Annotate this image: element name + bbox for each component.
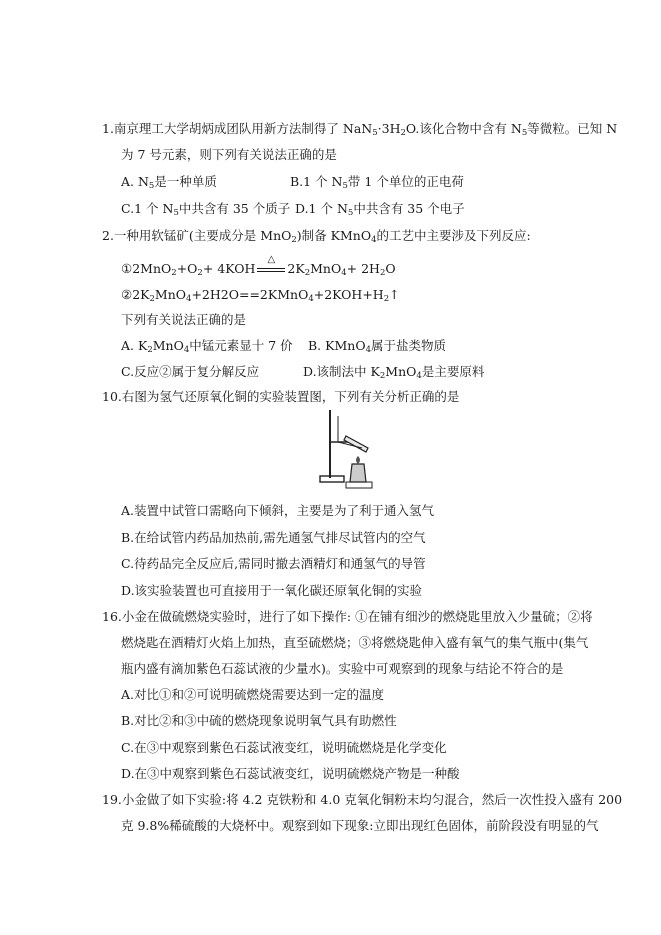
- q10-option-a: A.装置中试管口需略向下倾斜，主要是为了利于通入氢气: [121, 503, 435, 518]
- q2-option-d: D.该制法中 $K_2MnO_4$是主要原料: [303, 364, 485, 381]
- q10-stem: 10.右图为氢气还原氧化铜的实验装置图，下列有关分析正确的是: [102, 389, 460, 404]
- q16-option-c: C.在③中观察到紫色石蕊试液变红，说明硫燃烧是化学变化: [121, 740, 447, 755]
- q16-stem: 16.小金在做硫燃烧实验时，进行了如下操作: ①在铺有细沙的燃烧匙里放入少量硫；②将: [102, 609, 593, 624]
- q1-option-c: C.1 个 $N_5$中共含有 35 个质子: [121, 201, 291, 218]
- q2-option-a: A. $K_2MnO_4$中锰元素显十 7 价: [121, 338, 293, 355]
- heat-condition: [255, 254, 287, 277]
- q2-option-b: B. KMnO$_4$属于盐类物质: [308, 338, 447, 355]
- q1-stem-cont: 为 7 号元素，则下列有关说法正确的是: [121, 147, 337, 162]
- q2-option-c: C.反应②属于复分解反应: [121, 364, 260, 379]
- q2-stem: 2.一种用软锰矿(主要成分是 MnO$_2$)制备 KMnO$_4$的工艺中主要涉及下列反应:: [102, 228, 531, 245]
- q1-stem: 1.南京理工大学胡炳成团队用新方法制得了 $NaN_5\cdot 3H_2O$.该化合物中含有 $N_5$等微粒。已知 N: [102, 121, 618, 138]
- q19-stem: 19.小金做了如下实验:将 4.2 克铁粉和 4.0 克氧化铜粉末均匀混合，然后一次性投入盛有 200: [102, 792, 623, 807]
- q16-stem-cont-2: 瓶内盛有滴加紫色石蕊试液的少量水)。实验中可观察到的现象与结论不符合的是: [121, 661, 564, 676]
- q10-option-d: D.该实验装置也可直接用于一氧化碳还原氧化铜的实验: [121, 583, 423, 598]
- q16-option-d: D.在③中观察到紫色石蕊试液变红，说明硫燃烧产物是一种酸: [121, 766, 460, 781]
- q19-stem-cont: 克 9.8%稀硫酸的大烧杯中。观察到如下现象:立即出现红色固体，前阶段没有明显的气: [121, 818, 599, 833]
- q16-stem-cont-1: 燃烧匙在酒精灯火焰上加热，直至硫燃烧；③将燃烧匙伸入盛有氧气的集气瓶中(集气: [121, 635, 589, 650]
- q16-option-b: B.对比②和③中硫的燃烧现象说明氧气具有助燃性: [121, 713, 397, 728]
- q16-option-a: A.对比①和②可说明硫燃烧需要达到一定的温度: [121, 687, 385, 702]
- q1-option-b: B.1 个 $N_5$带 1 个单位的正电荷: [290, 174, 464, 191]
- apparatus-figure: [316, 408, 378, 492]
- q2-equation-2: $②2K_2MnO_4+2H2O==2KMnO_4+2KOH+H_2↑$: [121, 287, 400, 304]
- delta-icon: △: [267, 254, 276, 265]
- q2-equation-1: $①2MnO_2+O_2+ 4KOH$ △ $2K_2MnO_4+ 2H_2O$: [121, 254, 396, 278]
- q2-stem-cont: 下列有关说法正确的是: [121, 312, 247, 327]
- q10-option-c: C.待药品完全反应后,需同时撤去酒精灯和通氢气的导管: [121, 556, 426, 571]
- q1-option-d: D.1 个 $N_5$中共含有 35 个电子: [295, 201, 465, 218]
- q10-option-b: B.在给试管内药品加热前,需先通氢气排尽试管内的空气: [121, 530, 426, 545]
- q1-option-a: A. $N_5$是一种单质: [121, 174, 217, 191]
